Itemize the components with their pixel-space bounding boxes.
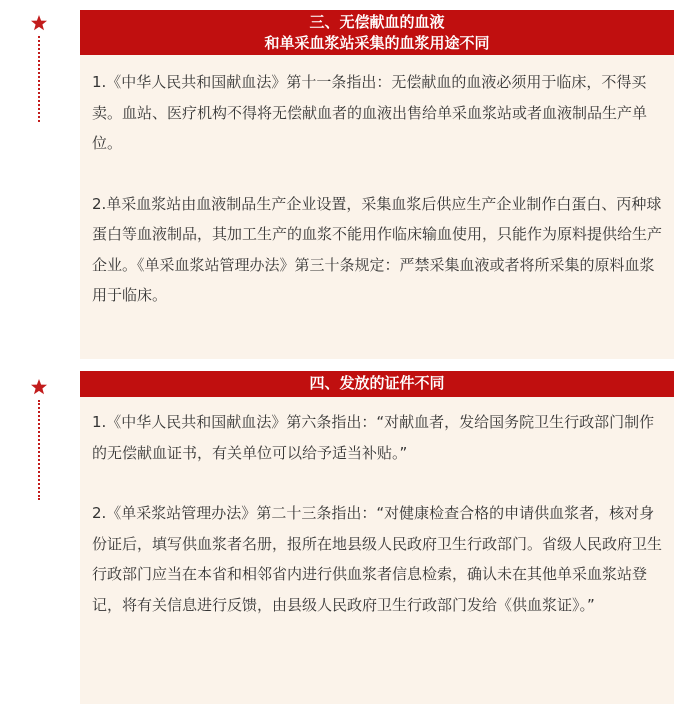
section-three-body — [80, 55, 674, 359]
section3-decoration — [28, 12, 50, 122]
section-four-title: 四、发放的证件不同 — [309, 374, 445, 392]
section-three-paragraph-2: 2.单采血浆站由血液制品生产企业设置，采集血浆后供应生产企业制作白蛋白、丙种球蛋白等血液制品，其加工生产的血浆不能用作临床输血使用，只能作为原料提供给生产企业。《单采血浆站管理办法》第三十条规定：严禁采集血液或者将所采集的原料血浆用于临床。 — [92, 194, 663, 304]
section-four-paragraph-1: 1.《中华人民共和国献血法》第六条指出：“对献血者，发给国务院卫生行政部门制作的无偿献血证书，有关单位可以给予适当补贴。” — [92, 413, 655, 462]
section-four-header — [80, 371, 674, 397]
section-four-paragraph-2: 2.《单采浆站管理办法》第二十三条指出：“对健康检查合格的申请供血浆者，核对身份证后，填写供血浆者名册，报所在地县级人民政府卫生行政部门。省级人民政府卫生行政部门应当在本省和相邻省内进行供血浆者信息检索，确认未在其他单采血浆站登记，将有关信息进行反馈，由县级人民政府卫生行政部门发给《供血浆证》。” — [92, 504, 663, 614]
section-three-header — [80, 10, 674, 55]
paragraph-spacer — [92, 468, 662, 498]
section-four-body — [80, 397, 674, 704]
section-three-paragraph-1: 1.《中华人民共和国献血法》第十一条指出：无偿献血的血液必须用于临床，不得买卖。血站、医疗机构不得将无偿献血者的血液出售给单采血浆站或者血液制品生产单位。 — [92, 73, 648, 152]
section-three-title-line2: 和单采血浆站采集的血浆用途不同 — [264, 34, 490, 52]
section-four — [80, 371, 674, 704]
dotted-line — [38, 400, 40, 500]
star-icon — [28, 12, 50, 34]
section-three — [80, 10, 674, 359]
section4-decoration — [28, 376, 50, 501]
star-icon — [28, 376, 50, 398]
paragraph-spacer — [92, 159, 662, 189]
dotted-line — [38, 36, 40, 122]
section-three-title-line1: 三、无偿献血的血液 — [309, 13, 445, 31]
